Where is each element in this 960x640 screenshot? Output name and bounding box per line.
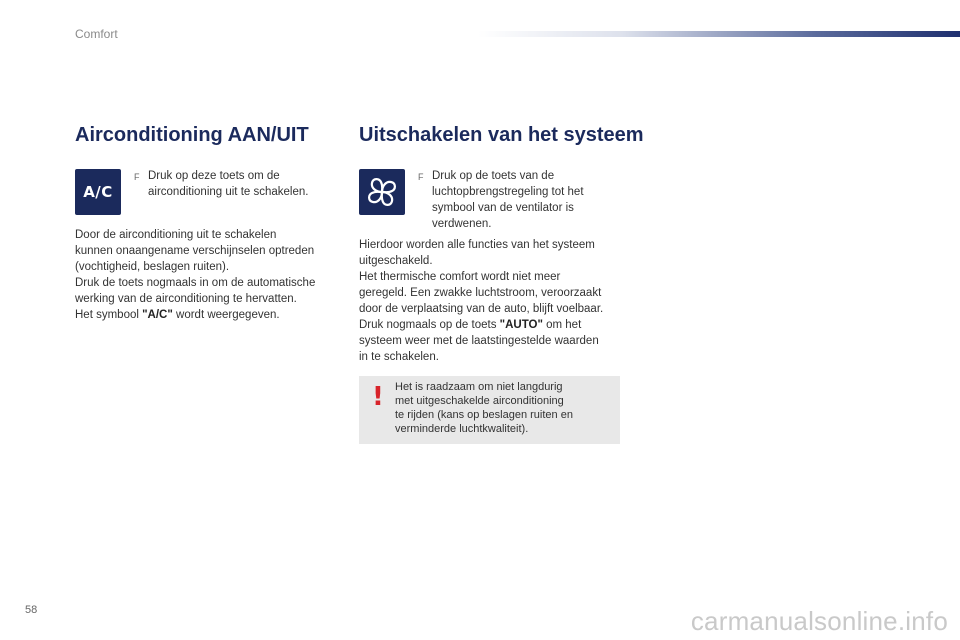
right-bullet-text [432,168,584,232]
ac-button-label: A/C [83,183,113,201]
text-line: te rijden (kans op beslagen ruiten en [395,409,573,421]
right-bullet [418,168,618,232]
text-line: verdwenen. [432,218,492,230]
auto-suffix: om het [542,319,582,331]
warning-box [359,376,620,444]
text-line: met uitgeschakelde airconditioning [395,395,564,407]
text-line [359,317,629,333]
page-number: 58 [25,604,38,616]
text-line: kunnen onaangename verschijnselen optreden [75,245,315,257]
header-gradient-bar [478,31,960,37]
fan-button-icon [359,169,405,215]
heading-ac-on-off: Airconditioning AAN/UIT [75,124,309,146]
text-line: door de verplaatsing van de auto, blijft voelbaar. [359,303,604,315]
text-line: geregeld. Een zwakke luchtstroom, veroorzaakt [359,287,602,299]
auto-prefix: Druk nogmaals op de toets [359,319,500,331]
left-paragraph [75,227,345,323]
text-line: (vochtigheid, beslagen ruiten). [75,261,230,273]
section-label: Comfort [75,27,118,41]
text-line: symbool van de ventilator is [432,202,574,214]
text-line: Het is raadzaam om niet langdurig [395,381,563,393]
text-line: systeem weer met de laatstingestelde waarden [359,335,599,347]
warning-text [395,380,615,436]
text-line: Druk op de toets van de [432,170,555,182]
bullet-marker: F [134,172,140,182]
left-bullet [134,168,334,200]
symbol-name: "A/C" [142,309,173,321]
text-line: verminderde luchtkwaliteit). [395,423,529,435]
bullet-marker: F [418,172,424,182]
text-line: Hierdoor worden alle functies van het systeem [359,239,595,251]
right-paragraph [359,237,629,365]
text-line: Druk de toets nogmaals in om de automatische [75,277,316,289]
text-line: luchtopbrengstregeling tot het [432,186,584,198]
auto-name: "AUTO" [499,319,543,331]
text-line: in te schakelen. [359,351,439,363]
left-bullet-text: Druk op deze toets om de airconditioning uit te schakelen. [148,170,309,198]
text-line: Het thermische comfort wordt niet meer [359,271,561,283]
heading-disable-system: Uitschakelen van het systeem [359,124,644,146]
symbol-prefix: Het symbool [75,309,143,321]
text-line: werking van de airconditioning te hervatten. [75,293,297,305]
fan-icon [362,172,402,212]
text-line: uitgeschakeld. [359,255,433,267]
text-line [75,307,345,323]
ac-button-icon [75,169,121,215]
symbol-suffix: wordt weergegeven. [172,309,280,321]
warning-exclamation-icon: ! [372,382,384,412]
watermark: carmanualsonline.info [690,606,948,636]
text-line: Door de airconditioning uit te schakelen [75,229,277,241]
